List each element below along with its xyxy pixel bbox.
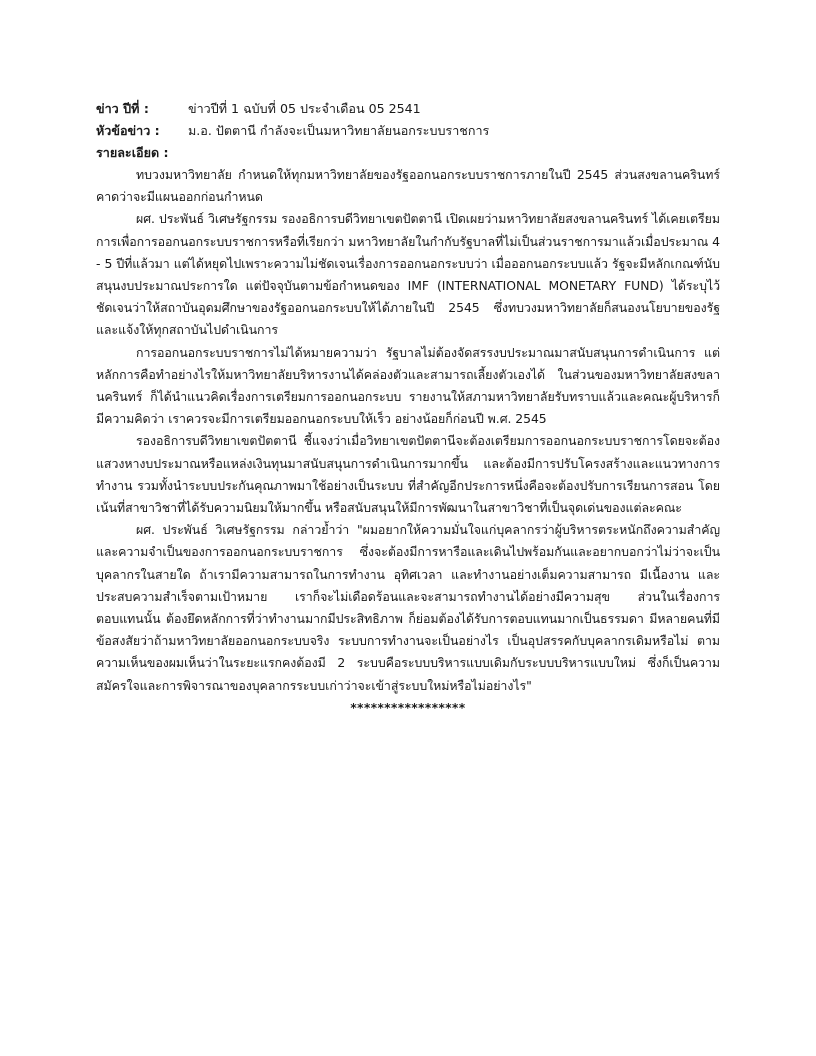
subject-row [96, 120, 720, 142]
document-page [96, 98, 720, 719]
issue-value: ข่าวปีที่ 1 ฉบับที่ 05 ประจำเดือน 05 2541 [188, 101, 421, 116]
subject-value: ม.อ. ปัตตานี กำลังจะเป็นมหาวิทยาลัยนอกระบบราชการ [188, 123, 490, 138]
paragraph-5: ผศ. ประพันธ์ วิเศษรัฐกรรม กล่าวย้ำว่า "ผมอยากให้ความมั่นใจแก่บุคลากรว่าผู้บริหารตระหนักถึงความสำคัญและความจำเป็นของการออกนอกระบบราชการ ซึ่งจะต้องมีการหารือและเดินไปพร้อมกันและอยากบอกว่าไม่ว่าจะเป็นบุคลากรในสายใด ถ้าเรามีความสามารถในการทำงาน อุทิศเวลา และทำงานอย่างเต็มความสามารถ มีเนื้องาน และประสบความสำเร็จตามเป้าหมาย เราก็จะไม่เดือดร้อนและจะสามารถทำงานได้อย่างมีความสุข ส่วนในเรื่องการตอบแทนนั้น ต้องยึดหลักการที่ว่าทำงานมากมีประสิทธิภาพ ก็ย่อมต้องได้รับการตอบแทนมากเป็นธรรมดา มีหลายคนที่มีข้อสงสัยว่าถ้ามหาวิทยาลัยออกนอกระบบจริง ระบบการทำงานจะเป็นอย่างไร เป็นอุปสรรคกับบุคลากรเดิมหรือไม่ ตามความเห็นของผมเห็นว่าในระยะแรกคงต้องมี 2 ระบบคือระบบบริหารแบบเดิมกับระบบบริหารแบบใหม่ ซึ่งก็เป็นความสมัครใจและการพิจารณาของบุคลากรระบบเก่าว่าจะเข้าสู่ระบบใหม่หรือไม่อย่างไร" [96, 522, 720, 693]
ending-marker: ***************** [350, 700, 466, 715]
paragraph-1: ทบวงมหาวิทยาลัย กำหนดให้ทุกมหาวิทยาลัยของรัฐออกนอกระบบราชการภายในปี 2545 ส่วนสงขลานครินทร์คาดว่าจะมีแผนออกก่อนกำหนด [96, 167, 720, 205]
issue-label: ข่าว ปีที่ : [96, 101, 149, 116]
paragraph-3: การออกนอกระบบราชการไม่ได้หมายความว่า รัฐบาลไม่ต้องจัดสรรงบประมาณมาสนับสนุนการดำเนินการ แต่หลักการคือทำอย่างไรให้มหาวิทยาลัยบริหารงานได้คล่องตัวและสามารถเลี้ยงตัวเองได้ ในส่วนของมหาวิทยาลัยสงขลานครินทร์ ก็ได้นำแนวคิดเรื่องการเตรียมการออกนอกระบบ รายงานให้สภามหาวิทยาลัยรับทราบแล้วและคณะผู้บริหารก็มีความคิดว่า เราควรจะมีการเตรียมออกนอกระบบให้เร็ว อย่างน้อยก็ก่อนปี พ.ศ. 2545 [96, 344, 720, 427]
detail-label: รายละเอียด : [96, 145, 169, 160]
paragraph-2: ผศ. ประพันธ์ วิเศษรัฐกรรม รองอธิการบดีวิทยาเขตปัตตานี เปิดเผยว่ามหาวิทยาลัยสงขลานครินทร์ ได้เคยเตรียมการเพื่อการออกนอกระบบราชการหรือที่เรียกว่า มหาวิทยาลัยในกำกับรัฐบาลที่ไม่เป็นส่วนราชการมาแล้วเมื่อประมาณ 4 - 5 ปีที่แล้วมา แต่ได้หยุดไปเพราะความไม่ชัดเจนเรื่องการออกนอกระบบว่า เมื่อออกนอกระบบแล้ว รัฐจะมีหลักเกณฑ์นับสนุนงบประมาณประการใด แต่ปัจจุบันตามข้อกำหนดของ IMF (INTERNATIONAL MONETARY FUND) ได้ระบุไว้ชัดเจนว่าให้สถาบันอุดมศึกษาของรัฐออกนอกระบบให้ได้ภายในปี 2545 ซึ่งทบวงมหาวิทยาลัยก็สนองนโยบายของรัฐและแจ้งให้ทุกสถาบันไปดำเนินการ [96, 211, 720, 338]
subject-label: หัวข้อข่าว : [96, 123, 160, 138]
article-body [96, 164, 720, 697]
issue-row [96, 98, 720, 120]
paragraph-4: รองอธิการบดีวิทยาเขตปัตตานี ชี้แจงว่าเมื่อวิทยาเขตปัตตานีจะต้องเตรียมการออกนอกระบบราชการโดยจะต้องแสวงหางบประมาณหรือแหล่งเงินทุนมาสนับสนุนการดำเนินการมากขึ้น และต้องมีการปรับโครงสร้างและแนวทางการทำงาน รวมทั้งนำระบบประกันคุณภาพมาใช้อย่างเป็นระบบ ที่สำคัญอีกประการหนึ่งคือจะต้องปรับการเรียนการสอน โดยเน้นที่สาขาวิชาที่ได้รับความนิยมให้มากขึ้น หรือสนับสนุนให้มีการพัฒนาในสาขาวิชาที่เป็นจุดเด่นของแต่ละคณะ [96, 433, 720, 516]
